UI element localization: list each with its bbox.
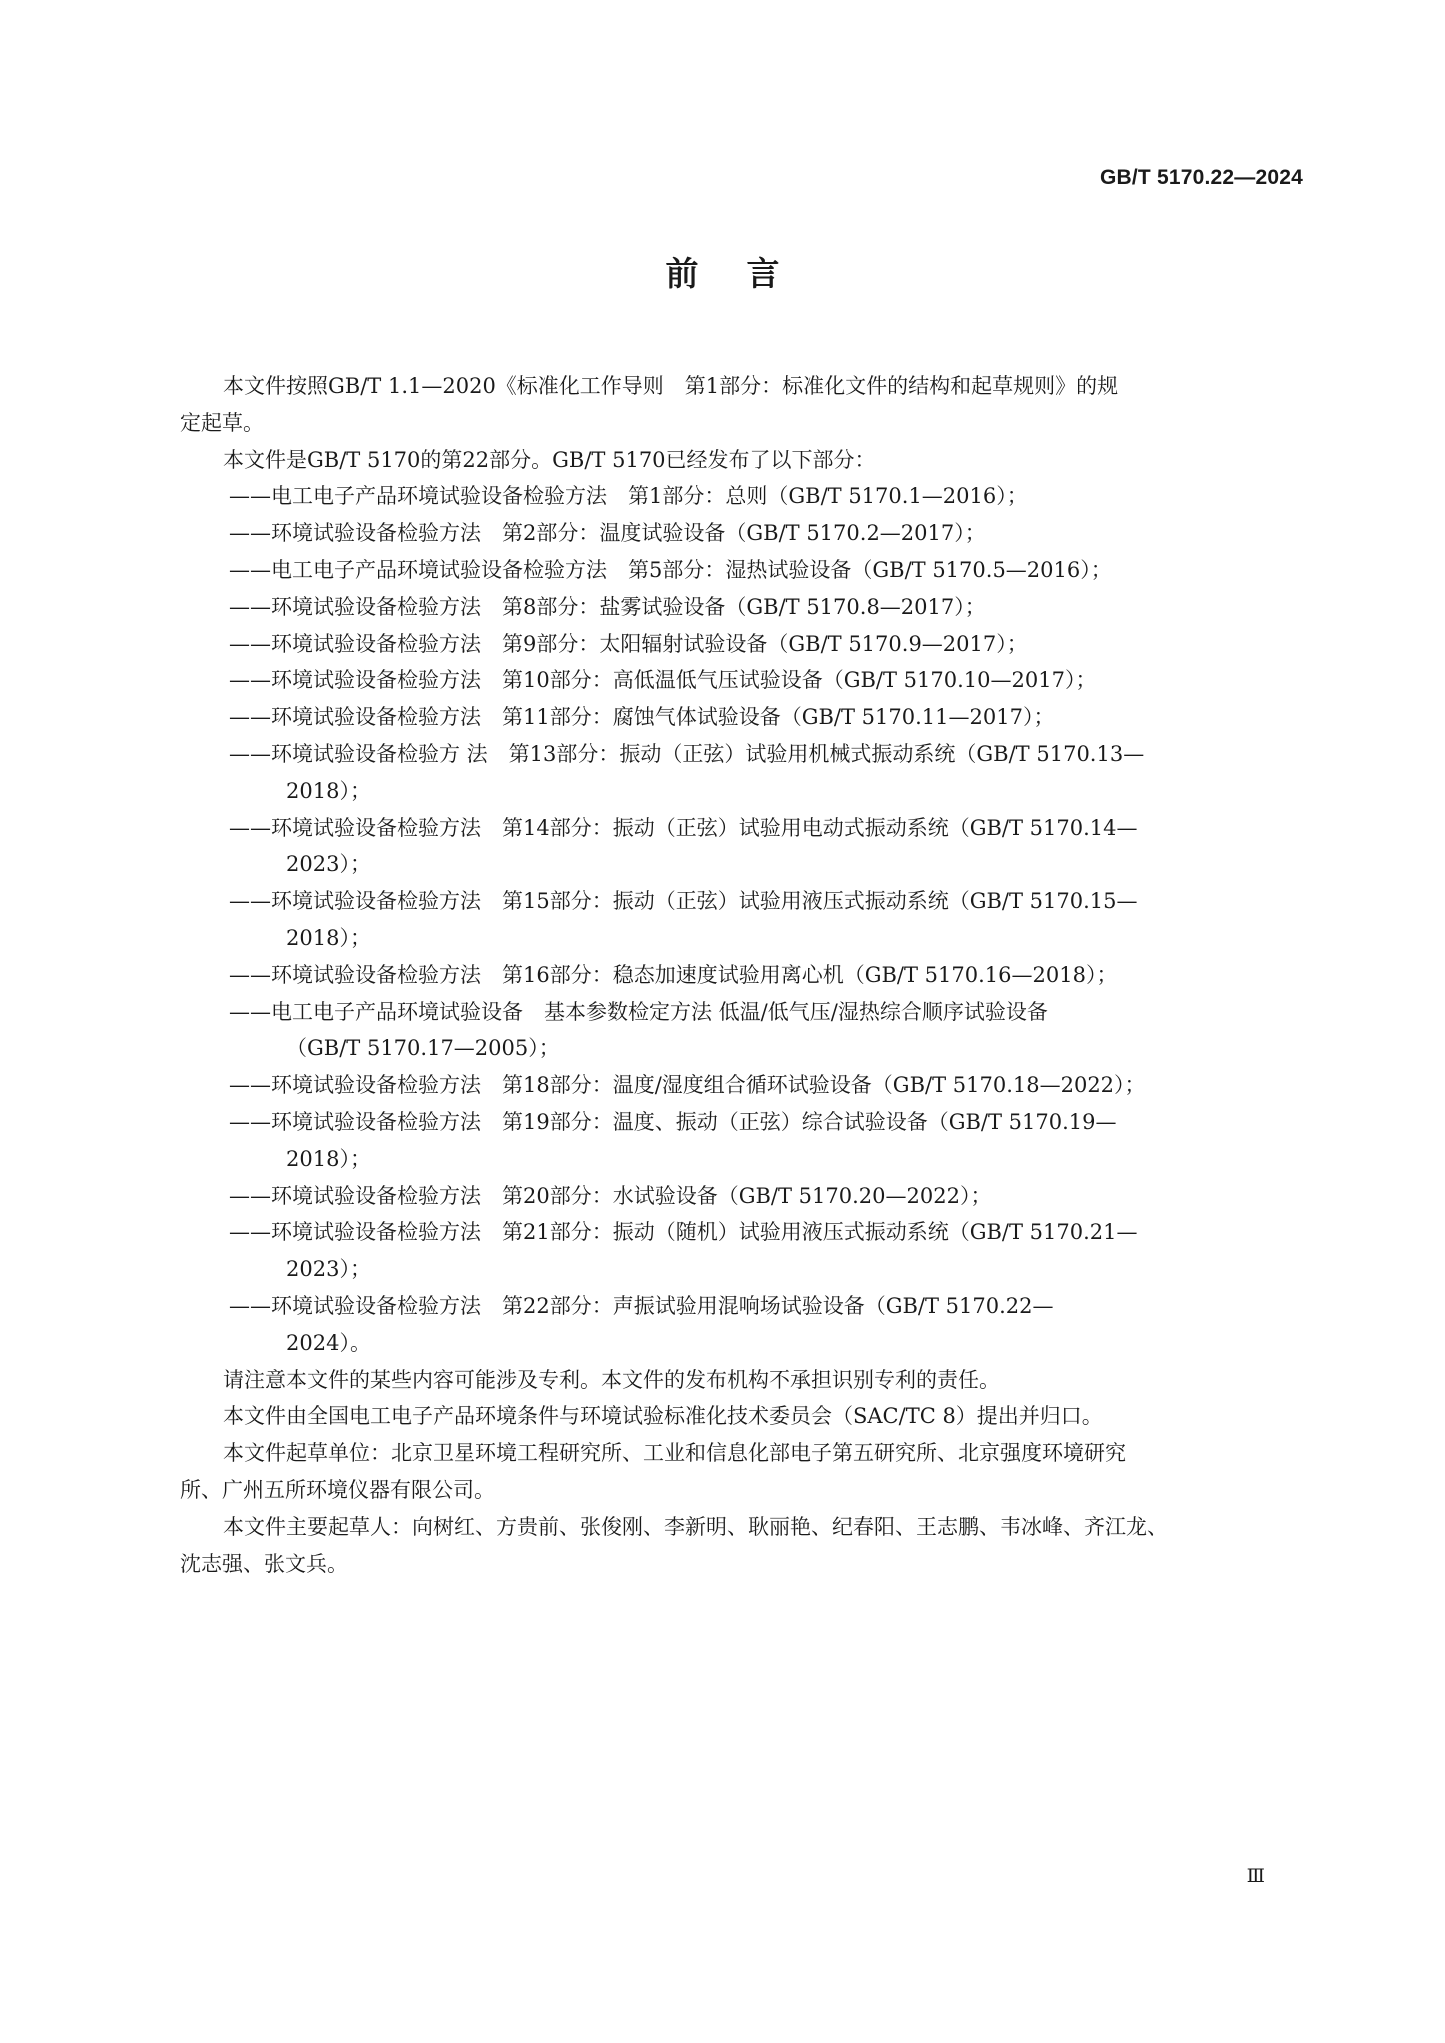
part-list-item-line-1: ——环境试验设备检验方法 第11部分：腐蚀气体试验设备（GB/T 5170.11—2017）；	[229, 705, 1055, 730]
part-list-item	[180, 1178, 1305, 1215]
part-list-item	[180, 736, 1305, 810]
drafters-line-1: 本文件主要起草人：向树红、方贵前、张俊刚、李新明、耿丽艳、纪春阳、王志鹏、韦冰峰、齐江龙、	[223, 1514, 1168, 1539]
part-list-item-line-2: 2018）；	[286, 1146, 371, 1171]
drafters	[180, 1509, 1305, 1583]
part-list-item-line-1: ——环境试验设备检验方法 第16部分：稳态加速度试验用离心机（GB/T 5170.16—2018）；	[229, 962, 1118, 987]
part-list-item-line-2: 2023）；	[286, 1257, 371, 1282]
part-list-item	[180, 1288, 1305, 1362]
part-list-item-line-1: ——环境试验设备检验方法 第18部分：温度/湿度组合循环试验设备（GB/T 5170.18—2022）；	[229, 1073, 1146, 1098]
drafting-units-line-2: 所、广州五所环境仪器有限公司。	[180, 1477, 495, 1502]
intro-paragraph-1-line-2: 定起草。	[180, 410, 264, 435]
document-code: GB/T 5170.22—2024	[1099, 166, 1303, 189]
intro-paragraph-1-line-1: 本文件按照GB/T 1.1—2020《标准化工作导则 第1部分：标准化文件的结构和起草规则》的规	[223, 374, 1119, 398]
part-list-item-line-1: ——环境试验设备检验方法 第22部分：声振试验用混响场试验设备（GB/T 5170.22—	[229, 1293, 1054, 1318]
part-list-item	[180, 810, 1305, 884]
foreword-body	[180, 368, 1305, 1582]
part-list-item	[180, 589, 1305, 626]
published-parts-list	[180, 478, 1305, 1361]
part-list-item	[180, 478, 1305, 515]
part-list-item	[180, 662, 1305, 699]
part-list-item	[180, 1067, 1305, 1104]
drafting-units-line-1: 本文件起草单位：北京卫星环境工程研究所、工业和信息化部电子第五研究所、北京强度环境研究	[223, 1441, 1126, 1466]
part-list-item-line-2: 2023）；	[286, 852, 371, 877]
proposed-by: 本文件由全国电工电子产品环境条件与环境试验标准化技术委员会（SAC/TC 8）提出并归口。	[223, 1404, 1103, 1429]
part-list-item-line-2: （GB/T 5170.17—2005）；	[286, 1036, 560, 1061]
part-list-item-line-2: 2018）；	[286, 778, 371, 803]
intro-paragraph-1	[180, 368, 1305, 442]
part-list-item-line-1: ——环境试验设备检验方法 第14部分：振动（正弦）试验用电动式振动系统（GB/T 5170.14—	[229, 815, 1138, 840]
part-list-item-line-1: ——环境试验设备检验方法 第19部分：温度、振动（正弦）综合试验设备（GB/T 5170.19—	[229, 1109, 1117, 1134]
part-list-item-line-2: 2024）。	[286, 1330, 371, 1355]
part-list-item	[180, 699, 1305, 736]
part-list-item-line-1: ——环境试验设备检验方法 第2部分：温度试验设备（GB/T 5170.2—2017）；	[229, 521, 986, 546]
part-list-item	[180, 883, 1305, 957]
part-list-item-line-1: ——电工电子产品环境试验设备检验方法 第1部分：总则（GB/T 5170.1—2016）；	[229, 484, 1028, 509]
part-list-item-line-2: 2018）；	[286, 925, 371, 950]
drafters-line-2: 沈志强、张文兵。	[180, 1551, 348, 1576]
part-list-item-line-1: ——环境试验设备检验方法 第9部分：太阳辐射试验设备（GB/T 5170.9—2017）；	[229, 631, 1028, 656]
part-list-item	[180, 994, 1305, 1068]
part-list-item-line-1: ——环境试验设备检验方法 第20部分：水试验设备（GB/T 5170.20—2022）；	[229, 1183, 992, 1208]
part-list-item-line-1: ——环境试验设备检验方法 第8部分：盐雾试验设备（GB/T 5170.8—2017）；	[229, 594, 986, 619]
part-list-item	[180, 957, 1305, 994]
patent-note: 请注意本文件的某些内容可能涉及专利。本文件的发布机构不承担识别专利的责任。	[223, 1367, 1000, 1392]
part-list-item-line-1: ——环境试验设备检验方法 第15部分：振动（正弦）试验用液压式振动系统（GB/T 5170.15—	[229, 889, 1138, 914]
part-list-item-line-1: ——电工电子产品环境试验设备 基本参数检定方法 低温/低气压/湿热综合顺序试验设备	[229, 999, 1048, 1024]
part-list-item	[180, 552, 1305, 589]
part-list-item	[180, 1214, 1305, 1288]
part-list-item	[180, 1104, 1305, 1178]
drafting-units	[180, 1435, 1305, 1509]
part-list-item	[180, 515, 1305, 552]
page-number: Ⅲ	[1246, 1865, 1265, 1887]
page-title: 前言	[665, 254, 828, 293]
part-list-item-line-1: ——环境试验设备检验方法 第10部分：高低温低气压试验设备（GB/T 5170.10—2017）；	[229, 668, 1097, 693]
intro-paragraph-2: 本文件是GB/T 5170的第22部分。GB/T 5170已经发布了以下部分：	[223, 447, 876, 472]
part-list-item	[180, 626, 1305, 663]
part-list-item-line-1: ——环境试验设备检验方 法 第13部分：振动（正弦）试验用机械式振动系统（GB/T 5170.13—	[229, 741, 1145, 766]
part-list-item-line-1: ——电工电子产品环境试验设备检验方法 第5部分：湿热试验设备（GB/T 5170.5—2016）；	[229, 557, 1112, 582]
part-list-item-line-1: ——环境试验设备检验方法 第21部分：振动（随机）试验用液压式振动系统（GB/T 5170.21—	[229, 1220, 1138, 1245]
